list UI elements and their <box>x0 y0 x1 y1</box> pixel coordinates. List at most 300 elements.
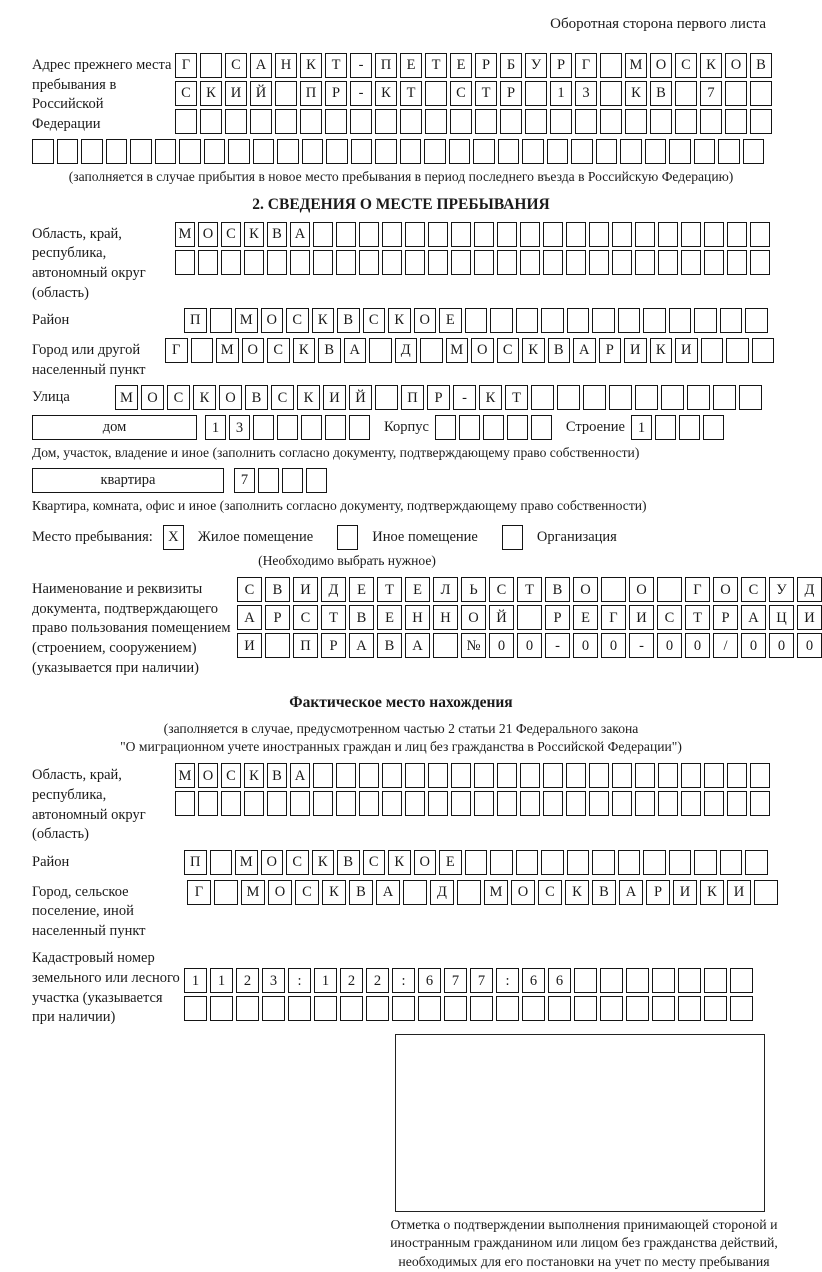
char-box[interactable] <box>675 109 697 134</box>
char-box[interactable] <box>336 250 356 275</box>
char-box[interactable]: М <box>484 880 508 905</box>
char-box[interactable] <box>589 250 609 275</box>
char-box[interactable] <box>490 850 513 875</box>
char-box[interactable] <box>420 338 443 363</box>
char-box[interactable] <box>725 81 747 106</box>
char-box[interactable] <box>336 222 356 247</box>
char-box[interactable] <box>600 968 623 993</box>
char-box[interactable] <box>687 385 710 410</box>
char-box[interactable] <box>210 850 233 875</box>
char-box[interactable]: К <box>244 222 264 247</box>
char-box[interactable] <box>752 338 775 363</box>
char-box[interactable] <box>474 763 494 788</box>
char-box[interactable]: А <box>619 880 643 905</box>
char-box[interactable] <box>106 139 128 164</box>
char-box[interactable] <box>669 850 692 875</box>
char-box[interactable]: С <box>497 338 520 363</box>
char-box[interactable] <box>635 250 655 275</box>
char-box[interactable]: О <box>471 338 494 363</box>
char-box[interactable]: К <box>293 338 316 363</box>
char-box[interactable]: А <box>349 633 374 658</box>
char-box[interactable] <box>191 338 214 363</box>
char-box[interactable]: О <box>414 308 437 333</box>
char-box[interactable] <box>405 250 425 275</box>
char-box[interactable]: Е <box>377 605 402 630</box>
char-box[interactable]: Н <box>275 53 297 78</box>
char-box[interactable] <box>490 308 513 333</box>
char-box[interactable]: О <box>629 577 654 602</box>
char-box[interactable]: П <box>184 308 207 333</box>
char-box[interactable] <box>531 415 552 440</box>
char-box[interactable] <box>516 850 539 875</box>
char-box[interactable]: О <box>261 850 284 875</box>
char-box[interactable] <box>81 139 103 164</box>
char-box[interactable] <box>592 850 615 875</box>
char-box[interactable]: 0 <box>517 633 542 658</box>
char-box[interactable] <box>557 385 580 410</box>
char-box[interactable] <box>750 222 770 247</box>
char-box[interactable]: В <box>650 81 672 106</box>
char-box[interactable] <box>543 222 563 247</box>
char-box[interactable] <box>258 468 279 493</box>
char-box[interactable] <box>175 791 195 816</box>
char-box[interactable]: А <box>290 763 310 788</box>
char-box[interactable]: Е <box>349 577 374 602</box>
char-box[interactable] <box>547 139 569 164</box>
char-box[interactable]: И <box>323 385 346 410</box>
char-box[interactable] <box>727 222 747 247</box>
char-box[interactable]: Е <box>405 577 430 602</box>
char-box[interactable]: А <box>250 53 272 78</box>
char-box[interactable]: К <box>312 308 335 333</box>
char-box[interactable]: - <box>350 81 372 106</box>
char-box[interactable] <box>424 139 446 164</box>
char-box[interactable] <box>428 222 448 247</box>
char-box[interactable] <box>643 850 666 875</box>
char-box[interactable]: Д <box>430 880 454 905</box>
char-box[interactable]: Т <box>400 81 422 106</box>
char-box[interactable]: 1 <box>550 81 572 106</box>
char-box[interactable] <box>32 139 54 164</box>
char-box[interactable]: К <box>312 850 335 875</box>
char-box[interactable]: 0 <box>489 633 514 658</box>
char-box[interactable] <box>626 968 649 993</box>
char-box[interactable] <box>658 791 678 816</box>
char-box[interactable] <box>574 996 597 1021</box>
char-box[interactable] <box>567 850 590 875</box>
char-box[interactable] <box>483 415 504 440</box>
char-box[interactable] <box>277 139 299 164</box>
char-box[interactable]: П <box>184 850 207 875</box>
char-box[interactable] <box>474 791 494 816</box>
char-box[interactable] <box>600 109 622 134</box>
char-box[interactable] <box>313 791 333 816</box>
char-box[interactable]: К <box>300 53 322 78</box>
char-box[interactable]: О <box>261 308 284 333</box>
char-box[interactable] <box>405 222 425 247</box>
char-box[interactable] <box>726 338 749 363</box>
char-box[interactable] <box>449 139 471 164</box>
char-box[interactable]: К <box>193 385 216 410</box>
char-box[interactable]: А <box>344 338 367 363</box>
char-box[interactable]: Ь <box>461 577 486 602</box>
char-box[interactable] <box>428 250 448 275</box>
char-box[interactable]: 0 <box>797 633 822 658</box>
char-box[interactable]: А <box>376 880 400 905</box>
char-box[interactable]: Д <box>321 577 346 602</box>
char-box[interactable] <box>531 385 554 410</box>
char-box[interactable] <box>450 109 472 134</box>
char-box[interactable]: В <box>377 633 402 658</box>
char-box[interactable]: С <box>489 577 514 602</box>
char-box[interactable] <box>600 81 622 106</box>
char-box[interactable]: К <box>297 385 320 410</box>
char-box[interactable] <box>314 996 337 1021</box>
char-box[interactable]: Ц <box>769 605 794 630</box>
char-box[interactable]: И <box>225 81 247 106</box>
apartment-type-box[interactable]: квартира <box>32 468 224 493</box>
char-box[interactable]: К <box>700 880 724 905</box>
char-box[interactable] <box>214 880 238 905</box>
char-box[interactable] <box>507 415 528 440</box>
char-box[interactable]: В <box>592 880 616 905</box>
char-box[interactable] <box>265 633 290 658</box>
char-box[interactable]: Р <box>427 385 450 410</box>
char-box[interactable]: М <box>446 338 469 363</box>
char-box[interactable]: К <box>479 385 502 410</box>
char-box[interactable]: 7 <box>700 81 722 106</box>
char-box[interactable]: В <box>245 385 268 410</box>
char-box[interactable] <box>525 109 547 134</box>
char-box[interactable]: 7 <box>470 968 493 993</box>
char-box[interactable]: К <box>200 81 222 106</box>
char-box[interactable] <box>620 139 642 164</box>
char-box[interactable]: 6 <box>522 968 545 993</box>
char-box[interactable] <box>275 109 297 134</box>
char-box[interactable] <box>635 385 658 410</box>
char-box[interactable]: Г <box>685 577 710 602</box>
char-box[interactable]: К <box>522 338 545 363</box>
char-box[interactable] <box>500 109 522 134</box>
char-box[interactable]: Н <box>433 605 458 630</box>
char-box[interactable]: О <box>141 385 164 410</box>
char-box[interactable] <box>669 139 691 164</box>
char-box[interactable] <box>236 996 259 1021</box>
char-box[interactable] <box>382 791 402 816</box>
char-box[interactable] <box>228 139 250 164</box>
char-box[interactable] <box>658 763 678 788</box>
char-box[interactable] <box>730 968 753 993</box>
char-box[interactable]: 0 <box>601 633 626 658</box>
char-box[interactable]: С <box>221 763 241 788</box>
char-box[interactable] <box>225 109 247 134</box>
char-box[interactable] <box>350 109 372 134</box>
char-box[interactable]: П <box>401 385 424 410</box>
char-box[interactable] <box>497 250 517 275</box>
char-box[interactable] <box>244 791 264 816</box>
char-box[interactable] <box>743 139 765 164</box>
char-box[interactable] <box>130 139 152 164</box>
char-box[interactable]: П <box>375 53 397 78</box>
char-box[interactable] <box>221 791 241 816</box>
char-box[interactable] <box>713 385 736 410</box>
char-box[interactable]: К <box>244 763 264 788</box>
char-box[interactable]: Т <box>377 577 402 602</box>
char-box[interactable] <box>288 996 311 1021</box>
char-box[interactable]: Т <box>475 81 497 106</box>
char-box[interactable] <box>474 222 494 247</box>
char-box[interactable] <box>433 633 458 658</box>
char-box[interactable]: Б <box>500 53 522 78</box>
char-box[interactable] <box>652 968 675 993</box>
char-box[interactable]: О <box>242 338 265 363</box>
char-box[interactable]: Й <box>349 385 372 410</box>
char-box[interactable]: К <box>375 81 397 106</box>
char-box[interactable]: О <box>461 605 486 630</box>
char-box[interactable] <box>739 385 762 410</box>
char-box[interactable]: Й <box>250 81 272 106</box>
char-box[interactable] <box>566 763 586 788</box>
char-box[interactable]: В <box>337 308 360 333</box>
char-box[interactable] <box>701 338 724 363</box>
char-box[interactable]: К <box>388 850 411 875</box>
char-box[interactable]: 1 <box>205 415 226 440</box>
char-box[interactable] <box>612 791 632 816</box>
char-box[interactable] <box>543 763 563 788</box>
char-box[interactable] <box>575 109 597 134</box>
char-box[interactable] <box>548 996 571 1021</box>
char-box[interactable]: М <box>216 338 239 363</box>
char-box[interactable]: В <box>545 577 570 602</box>
char-box[interactable]: С <box>450 81 472 106</box>
char-box[interactable] <box>522 139 544 164</box>
char-box[interactable] <box>474 250 494 275</box>
char-box[interactable] <box>465 850 488 875</box>
char-box[interactable]: Л <box>433 577 458 602</box>
char-box[interactable] <box>635 791 655 816</box>
char-box[interactable]: М <box>235 308 258 333</box>
char-box[interactable]: - <box>453 385 476 410</box>
char-box[interactable] <box>204 139 226 164</box>
char-box[interactable] <box>643 308 666 333</box>
char-box[interactable] <box>681 222 701 247</box>
char-box[interactable] <box>704 791 724 816</box>
char-box[interactable]: : <box>496 968 519 993</box>
char-box[interactable]: О <box>511 880 535 905</box>
char-box[interactable] <box>325 415 346 440</box>
char-box[interactable] <box>359 763 379 788</box>
char-box[interactable] <box>600 53 622 78</box>
char-box[interactable]: С <box>167 385 190 410</box>
char-box[interactable]: П <box>300 81 322 106</box>
char-box[interactable]: О <box>219 385 242 410</box>
char-box[interactable] <box>428 791 448 816</box>
char-box[interactable]: О <box>414 850 437 875</box>
char-box[interactable] <box>475 109 497 134</box>
char-box[interactable] <box>635 763 655 788</box>
char-box[interactable] <box>336 791 356 816</box>
char-box[interactable] <box>198 791 218 816</box>
char-box[interactable] <box>704 996 727 1021</box>
char-box[interactable]: И <box>293 577 318 602</box>
char-box[interactable]: К <box>650 338 673 363</box>
char-box[interactable] <box>290 250 310 275</box>
char-box[interactable]: Р <box>599 338 622 363</box>
char-box[interactable] <box>375 109 397 134</box>
char-box[interactable]: У <box>525 53 547 78</box>
char-box[interactable]: 1 <box>631 415 652 440</box>
char-box[interactable]: М <box>175 763 195 788</box>
stay-type-checkbox-organization[interactable] <box>502 525 523 550</box>
char-box[interactable] <box>645 139 667 164</box>
char-box[interactable] <box>745 850 768 875</box>
char-box[interactable] <box>336 763 356 788</box>
char-box[interactable]: А <box>741 605 766 630</box>
house-type-box[interactable]: дом <box>32 415 197 440</box>
char-box[interactable]: И <box>624 338 647 363</box>
char-box[interactable]: К <box>625 81 647 106</box>
char-box[interactable]: - <box>629 633 654 658</box>
char-box[interactable] <box>498 139 520 164</box>
char-box[interactable] <box>253 139 275 164</box>
char-box[interactable]: 2 <box>236 968 259 993</box>
char-box[interactable] <box>184 996 207 1021</box>
char-box[interactable]: П <box>293 633 318 658</box>
char-box[interactable] <box>200 109 222 134</box>
char-box[interactable] <box>520 763 540 788</box>
char-box[interactable]: Р <box>550 53 572 78</box>
char-box[interactable] <box>359 250 379 275</box>
char-box[interactable] <box>313 250 333 275</box>
char-box[interactable] <box>745 308 768 333</box>
char-box[interactable] <box>678 996 701 1021</box>
char-box[interactable] <box>700 109 722 134</box>
char-box[interactable] <box>517 605 542 630</box>
char-box[interactable]: Р <box>265 605 290 630</box>
char-box[interactable] <box>366 996 389 1021</box>
char-box[interactable] <box>718 139 740 164</box>
char-box[interactable] <box>277 415 298 440</box>
char-box[interactable] <box>678 968 701 993</box>
char-box[interactable] <box>253 415 274 440</box>
char-box[interactable] <box>359 791 379 816</box>
char-box[interactable] <box>359 222 379 247</box>
char-box[interactable]: В <box>267 222 287 247</box>
char-box[interactable] <box>179 139 201 164</box>
char-box[interactable]: 1 <box>184 968 207 993</box>
char-box[interactable] <box>543 791 563 816</box>
char-box[interactable] <box>250 109 272 134</box>
char-box[interactable]: С <box>267 338 290 363</box>
char-box[interactable]: О <box>650 53 672 78</box>
char-box[interactable] <box>571 139 593 164</box>
char-box[interactable] <box>750 109 772 134</box>
char-box[interactable] <box>375 385 398 410</box>
char-box[interactable] <box>618 850 641 875</box>
char-box[interactable] <box>382 763 402 788</box>
char-box[interactable] <box>704 250 724 275</box>
char-box[interactable]: Т <box>685 605 710 630</box>
char-box[interactable]: Е <box>439 308 462 333</box>
char-box[interactable]: О <box>198 222 218 247</box>
char-box[interactable] <box>290 791 310 816</box>
char-box[interactable] <box>301 415 322 440</box>
char-box[interactable] <box>574 968 597 993</box>
char-box[interactable] <box>382 250 402 275</box>
char-box[interactable] <box>727 763 747 788</box>
stay-type-checkbox-other[interactable] <box>337 525 358 550</box>
char-box[interactable] <box>400 109 422 134</box>
char-box[interactable] <box>720 308 743 333</box>
char-box[interactable]: В <box>750 53 772 78</box>
char-box[interactable]: 3 <box>229 415 250 440</box>
char-box[interactable]: К <box>322 880 346 905</box>
char-box[interactable] <box>727 791 747 816</box>
char-box[interactable]: Г <box>175 53 197 78</box>
char-box[interactable]: 2 <box>340 968 363 993</box>
char-box[interactable]: : <box>288 968 311 993</box>
char-box[interactable]: : <box>392 968 415 993</box>
char-box[interactable] <box>275 81 297 106</box>
char-box[interactable] <box>425 81 447 106</box>
char-box[interactable] <box>326 139 348 164</box>
char-box[interactable]: О <box>713 577 738 602</box>
char-box[interactable]: В <box>548 338 571 363</box>
char-box[interactable] <box>520 791 540 816</box>
char-box[interactable] <box>694 308 717 333</box>
char-box[interactable] <box>496 996 519 1021</box>
char-box[interactable] <box>589 763 609 788</box>
char-box[interactable] <box>657 577 682 602</box>
char-box[interactable]: С <box>741 577 766 602</box>
char-box[interactable]: М <box>235 850 258 875</box>
char-box[interactable] <box>210 308 233 333</box>
char-box[interactable]: М <box>241 880 265 905</box>
char-box[interactable] <box>451 791 471 816</box>
char-box[interactable]: № <box>461 633 486 658</box>
char-box[interactable]: Т <box>325 53 347 78</box>
char-box[interactable] <box>382 222 402 247</box>
char-box[interactable]: С <box>225 53 247 78</box>
char-box[interactable]: А <box>237 605 262 630</box>
char-box[interactable]: А <box>573 338 596 363</box>
char-box[interactable] <box>451 250 471 275</box>
char-box[interactable] <box>451 222 471 247</box>
char-box[interactable] <box>244 250 264 275</box>
char-box[interactable] <box>210 996 233 1021</box>
char-box[interactable]: Н <box>405 605 430 630</box>
char-box[interactable] <box>601 577 626 602</box>
char-box[interactable] <box>635 222 655 247</box>
char-box[interactable] <box>650 109 672 134</box>
char-box[interactable] <box>681 791 701 816</box>
char-box[interactable]: С <box>293 605 318 630</box>
char-box[interactable] <box>541 850 564 875</box>
char-box[interactable]: Р <box>713 605 738 630</box>
char-box[interactable] <box>658 222 678 247</box>
char-box[interactable] <box>340 996 363 1021</box>
char-box[interactable]: 1 <box>210 968 233 993</box>
char-box[interactable] <box>583 385 606 410</box>
char-box[interactable]: Д <box>797 577 822 602</box>
char-box[interactable] <box>612 222 632 247</box>
char-box[interactable]: Р <box>321 633 346 658</box>
char-box[interactable]: 0 <box>573 633 598 658</box>
char-box[interactable] <box>428 763 448 788</box>
char-box[interactable]: М <box>175 222 195 247</box>
char-box[interactable] <box>681 250 701 275</box>
char-box[interactable]: К <box>388 308 411 333</box>
